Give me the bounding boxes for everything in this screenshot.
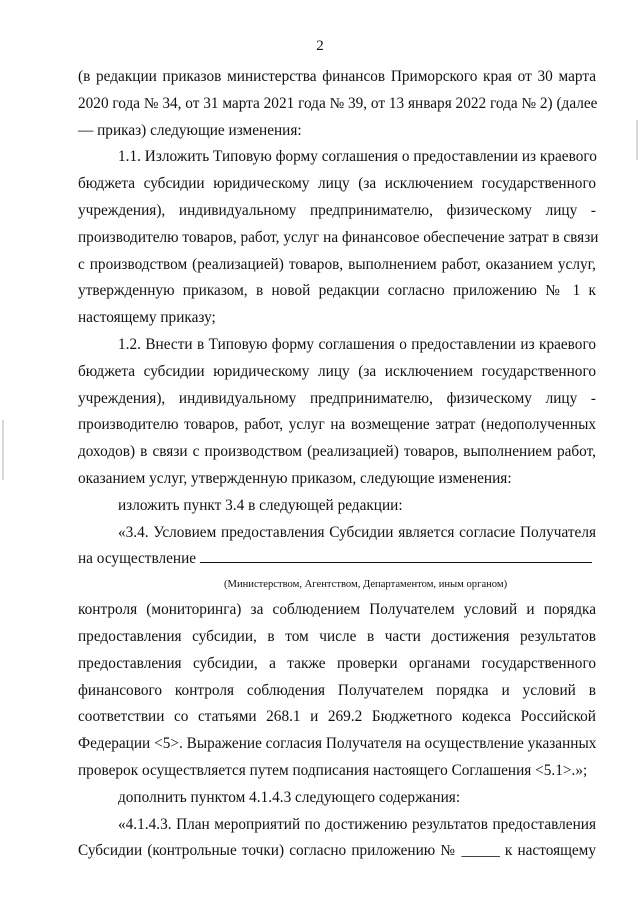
text-line: «4.1.4.3. План мероприятий по достижению результатов предоставления — [118, 815, 596, 833]
page-number: 2 — [316, 38, 324, 54]
text-line: производителю товаров, работ, услуг на возмещение затрат (недополученных — [78, 416, 596, 434]
text-line: предоставления субсидии, в том числе в части достижения результатов — [78, 627, 596, 645]
text-line: утвержденную приказом, в новой редакции согласно приложению № 1 к — [78, 282, 596, 300]
text-line: Субсидии (контрольные точки) согласно приложению № _____ к настоящему — [78, 842, 596, 860]
text-line: «3.4. Условием предоставления Субсидии является согласие Получателя — [118, 523, 596, 541]
text-line: учреждения), индивидуальному предпринимателю, физическому лицу - — [78, 201, 596, 219]
text-line: дополнить пунктом 4.1.4.3 следующего содержания: — [118, 788, 461, 806]
text-line: 1.1. Изложить Типовую форму соглашения о предоставлении из краевого — [118, 148, 597, 166]
text-line: Федерации <5>. Выражение согласия Получателя на осуществление указанных — [78, 735, 597, 753]
text-line: учреждения), индивидуальному предпринимателю, физическому лицу - — [78, 389, 596, 407]
text-line: проверок осуществляется путем подписания настоящего Соглашения <5.1>.»; — [78, 761, 588, 779]
text-line: (в редакции приказов министерства финансов Приморского края от 30 марта — [78, 68, 596, 85]
text-line: бюджета субсидии юридическому лицу (за исключением государственного — [78, 175, 596, 193]
scan-edge-mark — [2, 420, 4, 480]
text-line: изложить пункт 3.4 в следующей редакции: — [118, 496, 403, 514]
text-line: настоящему приказу; — [78, 309, 216, 327]
scan-edge-mark — [636, 120, 638, 160]
text-line: предоставления субсидии, а также проверки органами государственного — [78, 654, 596, 672]
text-line: оказанием услуг, утвержденную приказом, следующие изменения: — [78, 469, 512, 487]
text-line: доходов) в связи с производством (реализацией) товаров, выполнением работ, — [78, 443, 596, 461]
text-line: контроля (мониторинга) за соблюдением Получателем условий и порядка — [78, 601, 596, 619]
text-line: соответствии со статьями 268.1 и 269.2 Бюджетного кодекса Российской — [78, 708, 596, 726]
paragraphs-after — [78, 597, 596, 865]
fill-in-blank — [200, 548, 592, 563]
text-line: с производством (реализацией) товаров, выполнением работ, оказанием услуг, — [78, 255, 596, 273]
paragraphs-before — [78, 64, 599, 546]
text-line: финансового контроля соблюдения Получателем порядка и условий в — [78, 681, 596, 699]
text-line: производителю товаров, работ, услуг на финансовое обеспечение затрат в связи — [78, 228, 599, 246]
fill-in-note: (Министерством, Агентством, Департаментом, иным органом) — [224, 579, 508, 591]
text-line: бюджета субсидии юридическому лицу (за исключением государственного — [78, 362, 596, 380]
text-line: 2020 года № 34, от 31 марта 2021 года № 39, от 13 января 2022 года № 2) (далее — [78, 94, 598, 112]
fill-in-line-label: на осуществление — [78, 550, 197, 568]
fill-in-line — [78, 546, 596, 573]
text-line: — приказ) следующие изменения: — [78, 121, 302, 139]
body-text — [78, 64, 599, 865]
text-line: 1.2. Внести в Типовую форму соглашения о предоставлении из краевого — [118, 335, 596, 353]
